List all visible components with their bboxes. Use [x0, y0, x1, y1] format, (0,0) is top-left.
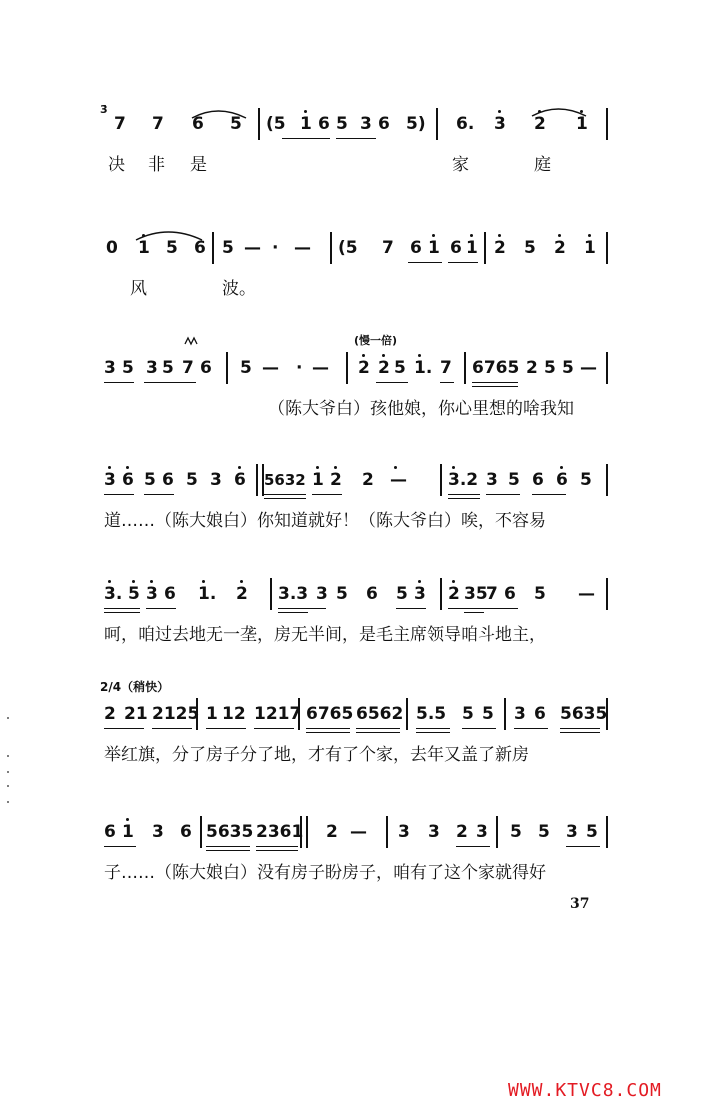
underline: [486, 494, 520, 495]
octave-dot: [418, 580, 421, 583]
lyrics-line: [104, 620, 546, 680]
barline: [464, 352, 466, 384]
octave-dot: [498, 110, 501, 113]
underline: [306, 728, 350, 729]
note: 3: [316, 584, 328, 604]
underline: [206, 846, 250, 847]
underline: [514, 728, 548, 729]
lyrics-line: [104, 150, 551, 290]
note: 6.: [456, 114, 475, 134]
lyric-word: 是: [190, 155, 207, 175]
underline: [336, 138, 376, 139]
underline: [448, 494, 480, 495]
octave-dot: [588, 234, 591, 237]
note: 5: [230, 114, 242, 134]
note: 6562: [356, 704, 404, 724]
note: 1: [122, 822, 134, 842]
lyrics-line: [104, 858, 546, 918]
lyric-word: 非: [148, 155, 165, 175]
note: 7: [382, 238, 394, 258]
note: 3: [486, 470, 498, 490]
note: 6: [410, 238, 422, 258]
note: 5: [534, 584, 546, 604]
underline: [356, 732, 400, 733]
octave-dot: [202, 580, 205, 583]
note: 5: [128, 584, 140, 604]
note: 5: [562, 358, 574, 378]
note: 7: [152, 114, 164, 134]
underline: [532, 494, 566, 495]
notes-line: [0, 812, 710, 852]
underline: [264, 494, 306, 495]
octave-dot: [150, 580, 153, 583]
note: 21: [124, 704, 148, 724]
barline: [496, 816, 498, 848]
note: 3: [514, 704, 526, 724]
notes-line: [0, 694, 710, 734]
octave-dot: [452, 580, 455, 583]
lyric-word: 风: [130, 279, 147, 299]
note: 2: [236, 584, 248, 604]
lyric-word: 家: [452, 155, 469, 175]
barline: [504, 698, 506, 730]
barline: [606, 108, 608, 140]
octave-dot: [394, 466, 397, 469]
barline: [484, 232, 486, 264]
note: 2125: [152, 704, 200, 724]
octave-dot: [108, 466, 111, 469]
note: 6: [164, 584, 176, 604]
double-barline: [256, 464, 264, 496]
note: 1: [576, 114, 588, 134]
margin-marks: [6, 716, 12, 806]
note: 2: [330, 470, 342, 490]
note: —: [350, 822, 367, 842]
tempo-marking: (慢一倍): [354, 334, 398, 347]
barline: [346, 352, 348, 384]
underline: [104, 612, 140, 613]
underline: [264, 498, 306, 499]
note: 2361: [256, 822, 304, 842]
underline: [448, 262, 478, 263]
note: 6: [200, 358, 212, 378]
note: 5635: [560, 704, 608, 724]
octave-dot: [334, 466, 337, 469]
note: 3: [398, 822, 410, 842]
octave-dot: [126, 818, 129, 821]
underline: [396, 608, 426, 609]
note: 5: [166, 238, 178, 258]
barline: [258, 108, 260, 140]
note: 2: [378, 358, 390, 378]
note: 5.5: [416, 704, 447, 724]
note: 7: [114, 114, 126, 134]
note: 5: [162, 358, 174, 378]
underline: [256, 850, 298, 851]
time-signature-tempo: 2/4（稍快）: [100, 680, 170, 694]
note: 2: [448, 584, 460, 604]
note: 3: [152, 822, 164, 842]
note: 0: [106, 238, 118, 258]
octave-dot: [560, 466, 563, 469]
note: 1.: [414, 358, 433, 378]
notes-line: [0, 574, 710, 614]
note: 6: [122, 470, 134, 490]
underline: [278, 608, 326, 609]
note: 3: [476, 822, 488, 842]
barline: [606, 698, 608, 730]
note: 1: [300, 114, 312, 134]
note: 2: [456, 822, 468, 842]
notes-line: [0, 228, 710, 268]
barline: [200, 816, 202, 848]
barline: [386, 816, 388, 848]
underline: [416, 728, 450, 729]
note: 3: [210, 470, 222, 490]
note: 3: [428, 822, 440, 842]
underline: [440, 382, 454, 383]
barline: [606, 464, 608, 496]
note: 6: [180, 822, 192, 842]
note: 1: [138, 238, 150, 258]
octave-dot: [418, 354, 421, 357]
lyric-word: 决: [108, 155, 125, 175]
barline: [606, 352, 608, 384]
note: 5: [524, 238, 536, 258]
note: 3: [566, 822, 578, 842]
note: ·: [296, 358, 303, 378]
barline: [436, 108, 438, 140]
underline: [278, 612, 308, 613]
barline: [606, 232, 608, 264]
underline: [376, 382, 408, 383]
note: —: [262, 358, 279, 378]
underline: [206, 728, 246, 729]
lyrics-line: [104, 740, 529, 800]
underline: [254, 728, 294, 729]
note: —: [312, 358, 329, 378]
note: 6: [162, 470, 174, 490]
note: 2: [534, 114, 546, 134]
barline: [226, 352, 228, 384]
note: 2: [554, 238, 566, 258]
note: 5: [462, 704, 474, 724]
underline: [356, 728, 400, 729]
note: 5: [510, 822, 522, 842]
lyric-word: 波。: [222, 279, 256, 299]
note: 5: [586, 822, 598, 842]
underline: [472, 386, 518, 387]
note: 5: [144, 470, 156, 490]
note: 6: [234, 470, 246, 490]
note: 5: [122, 358, 134, 378]
notes-line: [0, 348, 710, 388]
octave-dot: [132, 580, 135, 583]
underline: [464, 612, 484, 613]
note: 3: [494, 114, 506, 134]
barline: [440, 578, 442, 610]
underline: [448, 498, 480, 499]
note: 1: [312, 470, 324, 490]
underline: [256, 846, 298, 847]
note: 6: [504, 584, 516, 604]
barline: [606, 816, 608, 848]
grace-prefix: 3̇: [100, 103, 108, 116]
note: 1.: [198, 584, 217, 604]
note: 7: [182, 358, 194, 378]
underline: [306, 732, 350, 733]
note: —: [294, 238, 311, 258]
note: 7: [486, 584, 498, 604]
underline: [462, 728, 496, 729]
lyrics-line: [104, 506, 546, 566]
barline: [440, 464, 442, 496]
underline: [560, 732, 600, 733]
note: 35: [464, 584, 488, 604]
slur: [530, 104, 590, 118]
barline: [406, 698, 408, 730]
note: 2: [104, 704, 116, 724]
note: 6: [104, 822, 116, 842]
note: —: [578, 584, 595, 604]
underline: [104, 494, 134, 495]
octave-dot: [362, 354, 365, 357]
note: 5: [544, 358, 556, 378]
note: 6: [378, 114, 390, 134]
octave-dot: [126, 466, 129, 469]
octave-dot: [382, 354, 385, 357]
note: 5: [580, 470, 592, 490]
underline: [104, 728, 144, 729]
note: 5: [336, 114, 348, 134]
note: 5: [396, 584, 408, 604]
underline: [560, 728, 600, 729]
underline: [146, 608, 176, 609]
note: ·: [272, 238, 279, 258]
octave-dot: [108, 580, 111, 583]
note: 2: [326, 822, 338, 842]
underline: [566, 846, 600, 847]
octave-dot: [558, 234, 561, 237]
note: 6: [194, 238, 206, 258]
barline: [212, 232, 214, 264]
note: 3: [104, 358, 116, 378]
note: 5: [240, 358, 252, 378]
notes-line: [0, 460, 710, 500]
note: 6765: [306, 704, 354, 724]
lyric-line-text: 呵，咱过去地无一垄，房无半间，是毛主席领导咱斗地主，: [104, 625, 546, 645]
page-number: 37: [570, 896, 590, 912]
trill-mark: [184, 336, 200, 346]
lyrics-line: [130, 274, 256, 354]
note: (5: [338, 238, 358, 258]
underline: [104, 846, 136, 847]
barline: [606, 578, 608, 610]
note: 6: [534, 704, 546, 724]
underline: [456, 846, 490, 847]
note: 6: [318, 114, 330, 134]
lyric-word: 庭: [534, 155, 551, 175]
underline: [206, 850, 250, 851]
note: 3.: [104, 584, 123, 604]
watermark: WWW.KTVC8.COM: [508, 1080, 662, 1101]
barline: [270, 578, 272, 610]
note: —: [580, 358, 597, 378]
note: 3.3: [278, 584, 309, 604]
note: 5: [186, 470, 198, 490]
note: 7: [440, 358, 452, 378]
note: 12: [222, 704, 246, 724]
underline: [144, 382, 196, 383]
underline: [104, 608, 140, 609]
lyric-line-text: 子……（陈大娘白）没有房子盼房子，咱有了这个家就得好: [104, 863, 546, 883]
note: 1: [466, 238, 478, 258]
octave-dot: [316, 466, 319, 469]
note: 1: [584, 238, 596, 258]
underline: [144, 494, 174, 495]
note: 2: [358, 358, 370, 378]
note: 6: [532, 470, 544, 490]
note: 6: [192, 114, 204, 134]
slur: [190, 106, 250, 120]
note: 6: [556, 470, 568, 490]
note: —: [390, 470, 407, 490]
octave-dot: [304, 110, 307, 113]
note: 1: [206, 704, 218, 724]
underline: [472, 382, 518, 383]
note: 6: [366, 584, 378, 604]
octave-dot: [498, 234, 501, 237]
underline: [152, 728, 192, 729]
note: 5): [406, 114, 426, 134]
lyric-line-text: 道……（陈大娘白）你知道就好！（陈大爷白）唉，不容易: [104, 511, 546, 531]
octave-dot: [238, 466, 241, 469]
note: 5: [222, 238, 234, 258]
note: 2: [526, 358, 538, 378]
note: 2: [494, 238, 506, 258]
octave-dot: [470, 234, 473, 237]
note: 3: [104, 470, 116, 490]
underline: [312, 494, 342, 495]
slur: [134, 228, 206, 242]
note: 6: [450, 238, 462, 258]
note: 3: [414, 584, 426, 604]
note: 2: [362, 470, 374, 490]
lyric-line-text: （陈大爷白）孩他娘，你心里想的啥我知: [268, 399, 574, 419]
note: 5: [394, 358, 406, 378]
barline: [196, 698, 198, 730]
note: 3.2: [448, 470, 479, 490]
note: 5: [538, 822, 550, 842]
note: 3: [146, 584, 158, 604]
note: 5: [482, 704, 494, 724]
octave-dot: [240, 580, 243, 583]
note: 5635: [206, 822, 254, 842]
notes-line: [0, 104, 710, 144]
underline: [408, 262, 442, 263]
note: —: [244, 238, 261, 258]
lyric-line-text: 举红旗，分了房子分了地，才有了个家，去年又盖了新房: [104, 745, 529, 765]
note: 5632: [264, 471, 306, 489]
lyrics-line: [268, 394, 574, 454]
note: 6765: [472, 358, 520, 378]
underline: [282, 138, 330, 139]
note: (5: [266, 114, 286, 134]
note: 1: [428, 238, 440, 258]
octave-dot: [432, 234, 435, 237]
octave-dot: [452, 466, 455, 469]
underline: [448, 608, 518, 609]
barline: [298, 698, 300, 730]
note: 3: [360, 114, 372, 134]
barline: [330, 232, 332, 264]
double-barline: [300, 816, 308, 848]
note: 5: [336, 584, 348, 604]
underline: [104, 382, 134, 383]
underline: [416, 732, 450, 733]
note: 1217: [254, 704, 302, 724]
note: 3: [146, 358, 158, 378]
note: 5: [508, 470, 520, 490]
